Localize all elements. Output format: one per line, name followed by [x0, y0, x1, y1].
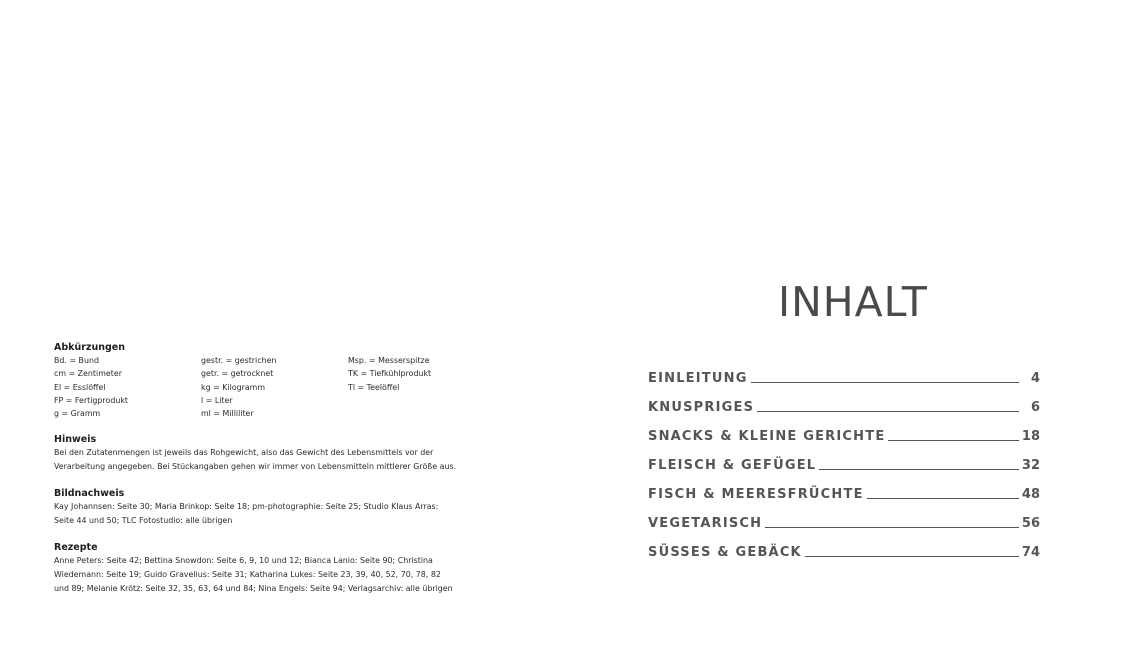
note-line: Verarbeitung angegeben. Bei Stückangaben gehen wir immer von Lebensmitteln mittlerer Größe aus.: [54, 462, 457, 472]
toc-leader-line: [867, 498, 1019, 499]
note-section: [54, 433, 457, 474]
abbreviation-item: Bd. = Bund: [54, 356, 99, 365]
recipes-line: Anne Peters: Seite 42; Bettina Snowdon: Seite 6, 9, 10 und 12; Bianca Lanio: Seite 90; Christina: [54, 556, 433, 566]
table-of-contents: [648, 358, 1040, 561]
note-heading: Hinweis: [54, 434, 97, 446]
toc-leader-line: [765, 527, 1019, 528]
toc-entry[interactable]: [648, 358, 1040, 387]
recipes-heading: Rezepte: [54, 542, 98, 554]
toc-entry-label: FISCH & MEERESFRÜCHTE: [648, 487, 864, 502]
abbreviation-item: Tl = Teelöffel: [348, 382, 400, 392]
credits-heading: Bildnachweis: [54, 488, 125, 500]
abbreviation-item: FP = Fertigprodukt: [54, 395, 129, 405]
toc-entry[interactable]: [648, 503, 1040, 532]
abbreviation-item: TK = Tiefkühlprodukt: [348, 369, 432, 379]
recipes-section: [54, 541, 454, 596]
toc-leader-line: [888, 440, 1019, 441]
toc-entry-label: VEGETARISCH: [648, 516, 763, 531]
abbreviation-item: [348, 407, 458, 420]
abbreviation-item: ml = Milliliter: [201, 409, 254, 419]
toc-leader-line: [751, 382, 1019, 383]
toc-leader-line: [757, 411, 1019, 412]
abbreviation-item: cm = Zentimeter: [54, 369, 122, 379]
abbreviations-heading: Abkürzungen: [54, 342, 125, 353]
note-line: Bei den Zutatenmengen ist jeweils das Rohgewicht, also das Gewicht des Lebensmittels vor der: [54, 448, 434, 458]
abbreviation-item: El = Esslöffel: [54, 382, 106, 392]
toc-entry-page: 6: [1030, 400, 1040, 415]
imprint-section: [54, 341, 457, 609]
toc-leader-line: [805, 556, 1019, 557]
toc-entry-label: FLEISCH & GEFÜGEL: [648, 458, 817, 473]
toc-entry[interactable]: [648, 416, 1040, 445]
abbreviation-item: [348, 394, 458, 407]
abbreviation-item: g = Gramm: [54, 409, 101, 419]
credits-text: [54, 500, 446, 528]
toc-entry-page: 48: [1021, 487, 1040, 502]
credits-line: Kay Johannsen: Seite 30; Maria Brinkop: Seite 18; pm-photographie: Seite 25; Studio Klaus Arras:: [54, 502, 439, 512]
credits-section: [54, 487, 454, 528]
toc-entry[interactable]: [648, 445, 1040, 474]
abbreviations-grid: [54, 354, 454, 420]
recipes-text: [54, 554, 453, 596]
abbreviation-item: kg = Kilogramm: [201, 382, 266, 392]
credits-line: Seite 44 und 50; TLC Fotostudio: alle übrigen: [54, 516, 233, 526]
toc-entry-page: 4: [1030, 371, 1040, 386]
toc-entry[interactable]: [648, 474, 1040, 503]
toc-title: INHALT: [778, 278, 928, 326]
toc-leader-line: [819, 469, 1019, 470]
abbreviation-item: getr. = getrocknet: [201, 369, 274, 379]
toc-entry-label: EINLEITUNG: [648, 371, 748, 386]
toc-entry-page: 56: [1021, 516, 1040, 531]
toc-entry-label: KNUSPRIGES: [648, 400, 755, 415]
note-text: [54, 446, 457, 474]
abbreviation-item: l = Liter: [201, 395, 233, 405]
abbreviation-item: gestr. = gestrichen: [201, 356, 277, 365]
recipes-line: Wiedemann: Seite 19; Guido Gravelius: Seite 31; Katharina Lukes: Seite 23, 39, 40, 52, 70, 78, 82: [54, 570, 441, 580]
recipes-line: und 89; Melanie Krötz: Seite 32, 35, 63, 64 und 84; Nina Engels: Seite 94; Verlagsarchiv: alle übrigen: [54, 584, 453, 594]
toc-entry-page: 32: [1021, 458, 1040, 473]
toc-entry-page: 18: [1021, 429, 1040, 444]
abbreviations-section: [54, 341, 454, 420]
toc-entry[interactable]: [648, 532, 1040, 561]
toc-entry-page: 74: [1021, 545, 1040, 560]
abbreviation-item: Msp. = Messerspitze: [348, 356, 430, 365]
toc-entry-label: SÜSSES & GEBÄCK: [648, 545, 802, 560]
toc-entry-label: SNACKS & KLEINE GERICHTE: [648, 429, 886, 444]
toc-entry[interactable]: [648, 387, 1040, 416]
